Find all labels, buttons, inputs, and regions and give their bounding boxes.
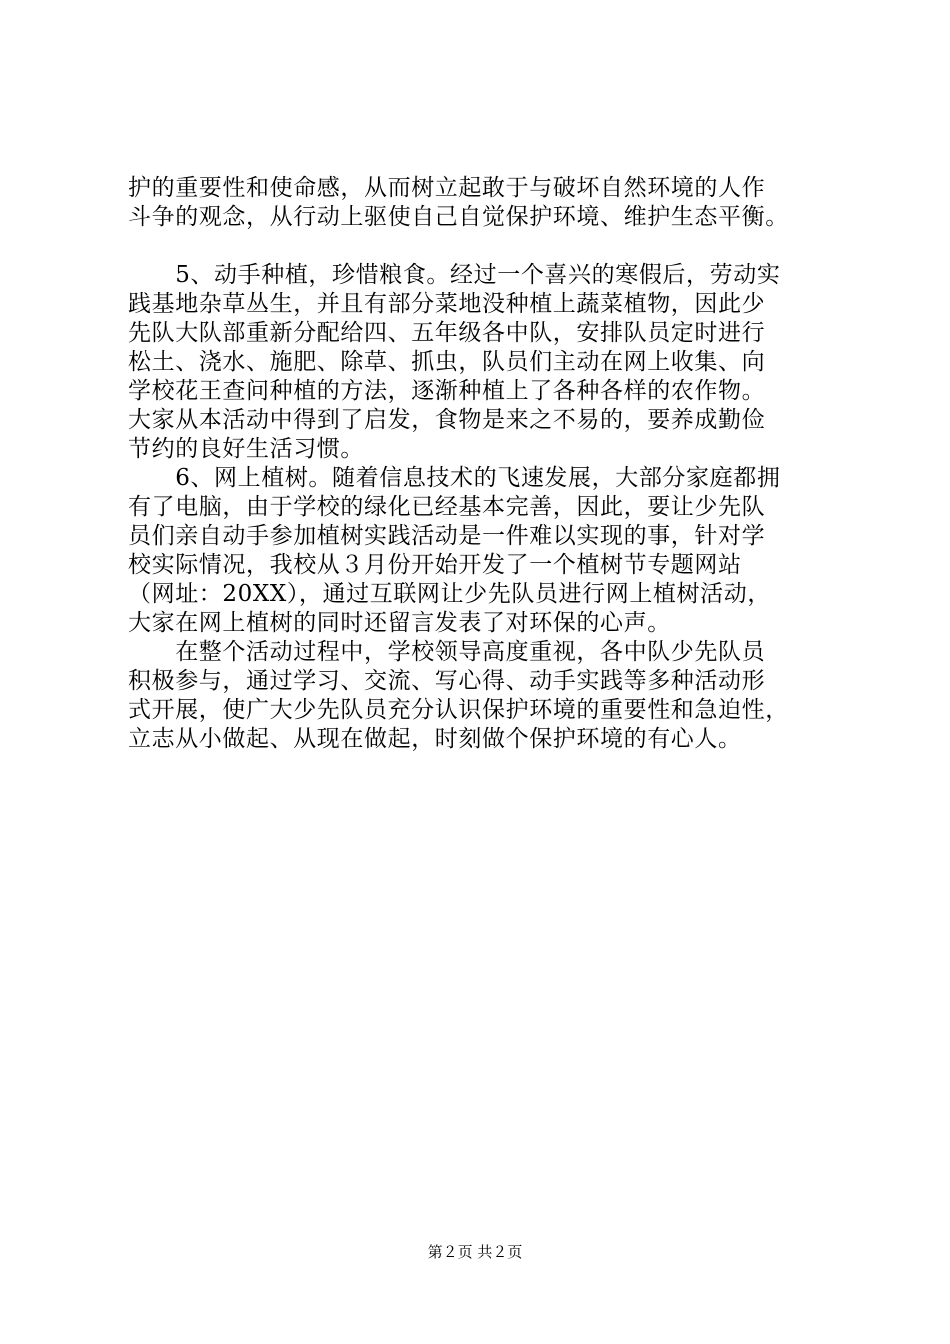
text-line: 校实际情况，我校从３月份开始开发了一个植树节专题网站 (128, 552, 742, 578)
text-line: 学校花王查问种植的方法，逐渐种植上了各种各样的农作物。 (128, 378, 766, 404)
text-line: 大家在网上植树的同时还留言发表了对环保的心声。 (128, 610, 671, 636)
text-line: 在整个活动过程中，学校领导高度重视，各中队少先队员 (128, 639, 766, 665)
text-line: 斗争的观念，从行动上驱使自己自觉保护环境、维护生态平衡。 (128, 204, 789, 230)
text-line: 积极参与，通过学习、交流、写心得、动手实践等多种活动形 (128, 668, 766, 694)
blank-line (128, 232, 840, 261)
text-line: 式开展，使广大少先队员充分认识保护环境的重要性和急迫性， (128, 697, 789, 723)
document-body (128, 174, 840, 754)
text-line: 先队大队部重新分配给四、五年级各中队，安排队员定时进行 (128, 320, 766, 346)
text-line: 大家从本活动中得到了启发，食物是来之不易的，要养成勤俭 (128, 407, 766, 433)
text-line: 节约的良好生活习惯。 (128, 436, 364, 462)
text-line: 员们亲自动手参加植树实践活动是一件难以实现的事，针对学 (128, 523, 766, 549)
text-line: 5、动手种植，珍惜粮食。经过一个喜兴的寒假后，劳动实 (128, 262, 781, 288)
text-line: （网址：20XX），通过互联网让少先队员进行网上植树活动， (128, 581, 771, 607)
text-line: 践基地杂草丛生，并且有部分菜地没种植上蔬菜植物，因此少 (128, 291, 766, 317)
text-line: 护的重要性和使命感，从而树立起敢于与破坏自然环境的人作 (128, 175, 766, 201)
text-line: 有了电脑，由于学校的绿化已经基本完善，因此，要让少先队 (128, 494, 766, 520)
text-line: 立志从小做起、从现在做起，时刻做个保护环境的有心人。 (128, 726, 742, 752)
page-number-footer: 第２页 共２页 (427, 1243, 523, 1261)
text-line: 6、网上植树。随着信息技术的飞速发展，大部分家庭都拥 (128, 465, 781, 491)
text-line: 松土、浇水、施肥、除草、抓虫，队员们主动在网上收集、向 (128, 349, 766, 375)
